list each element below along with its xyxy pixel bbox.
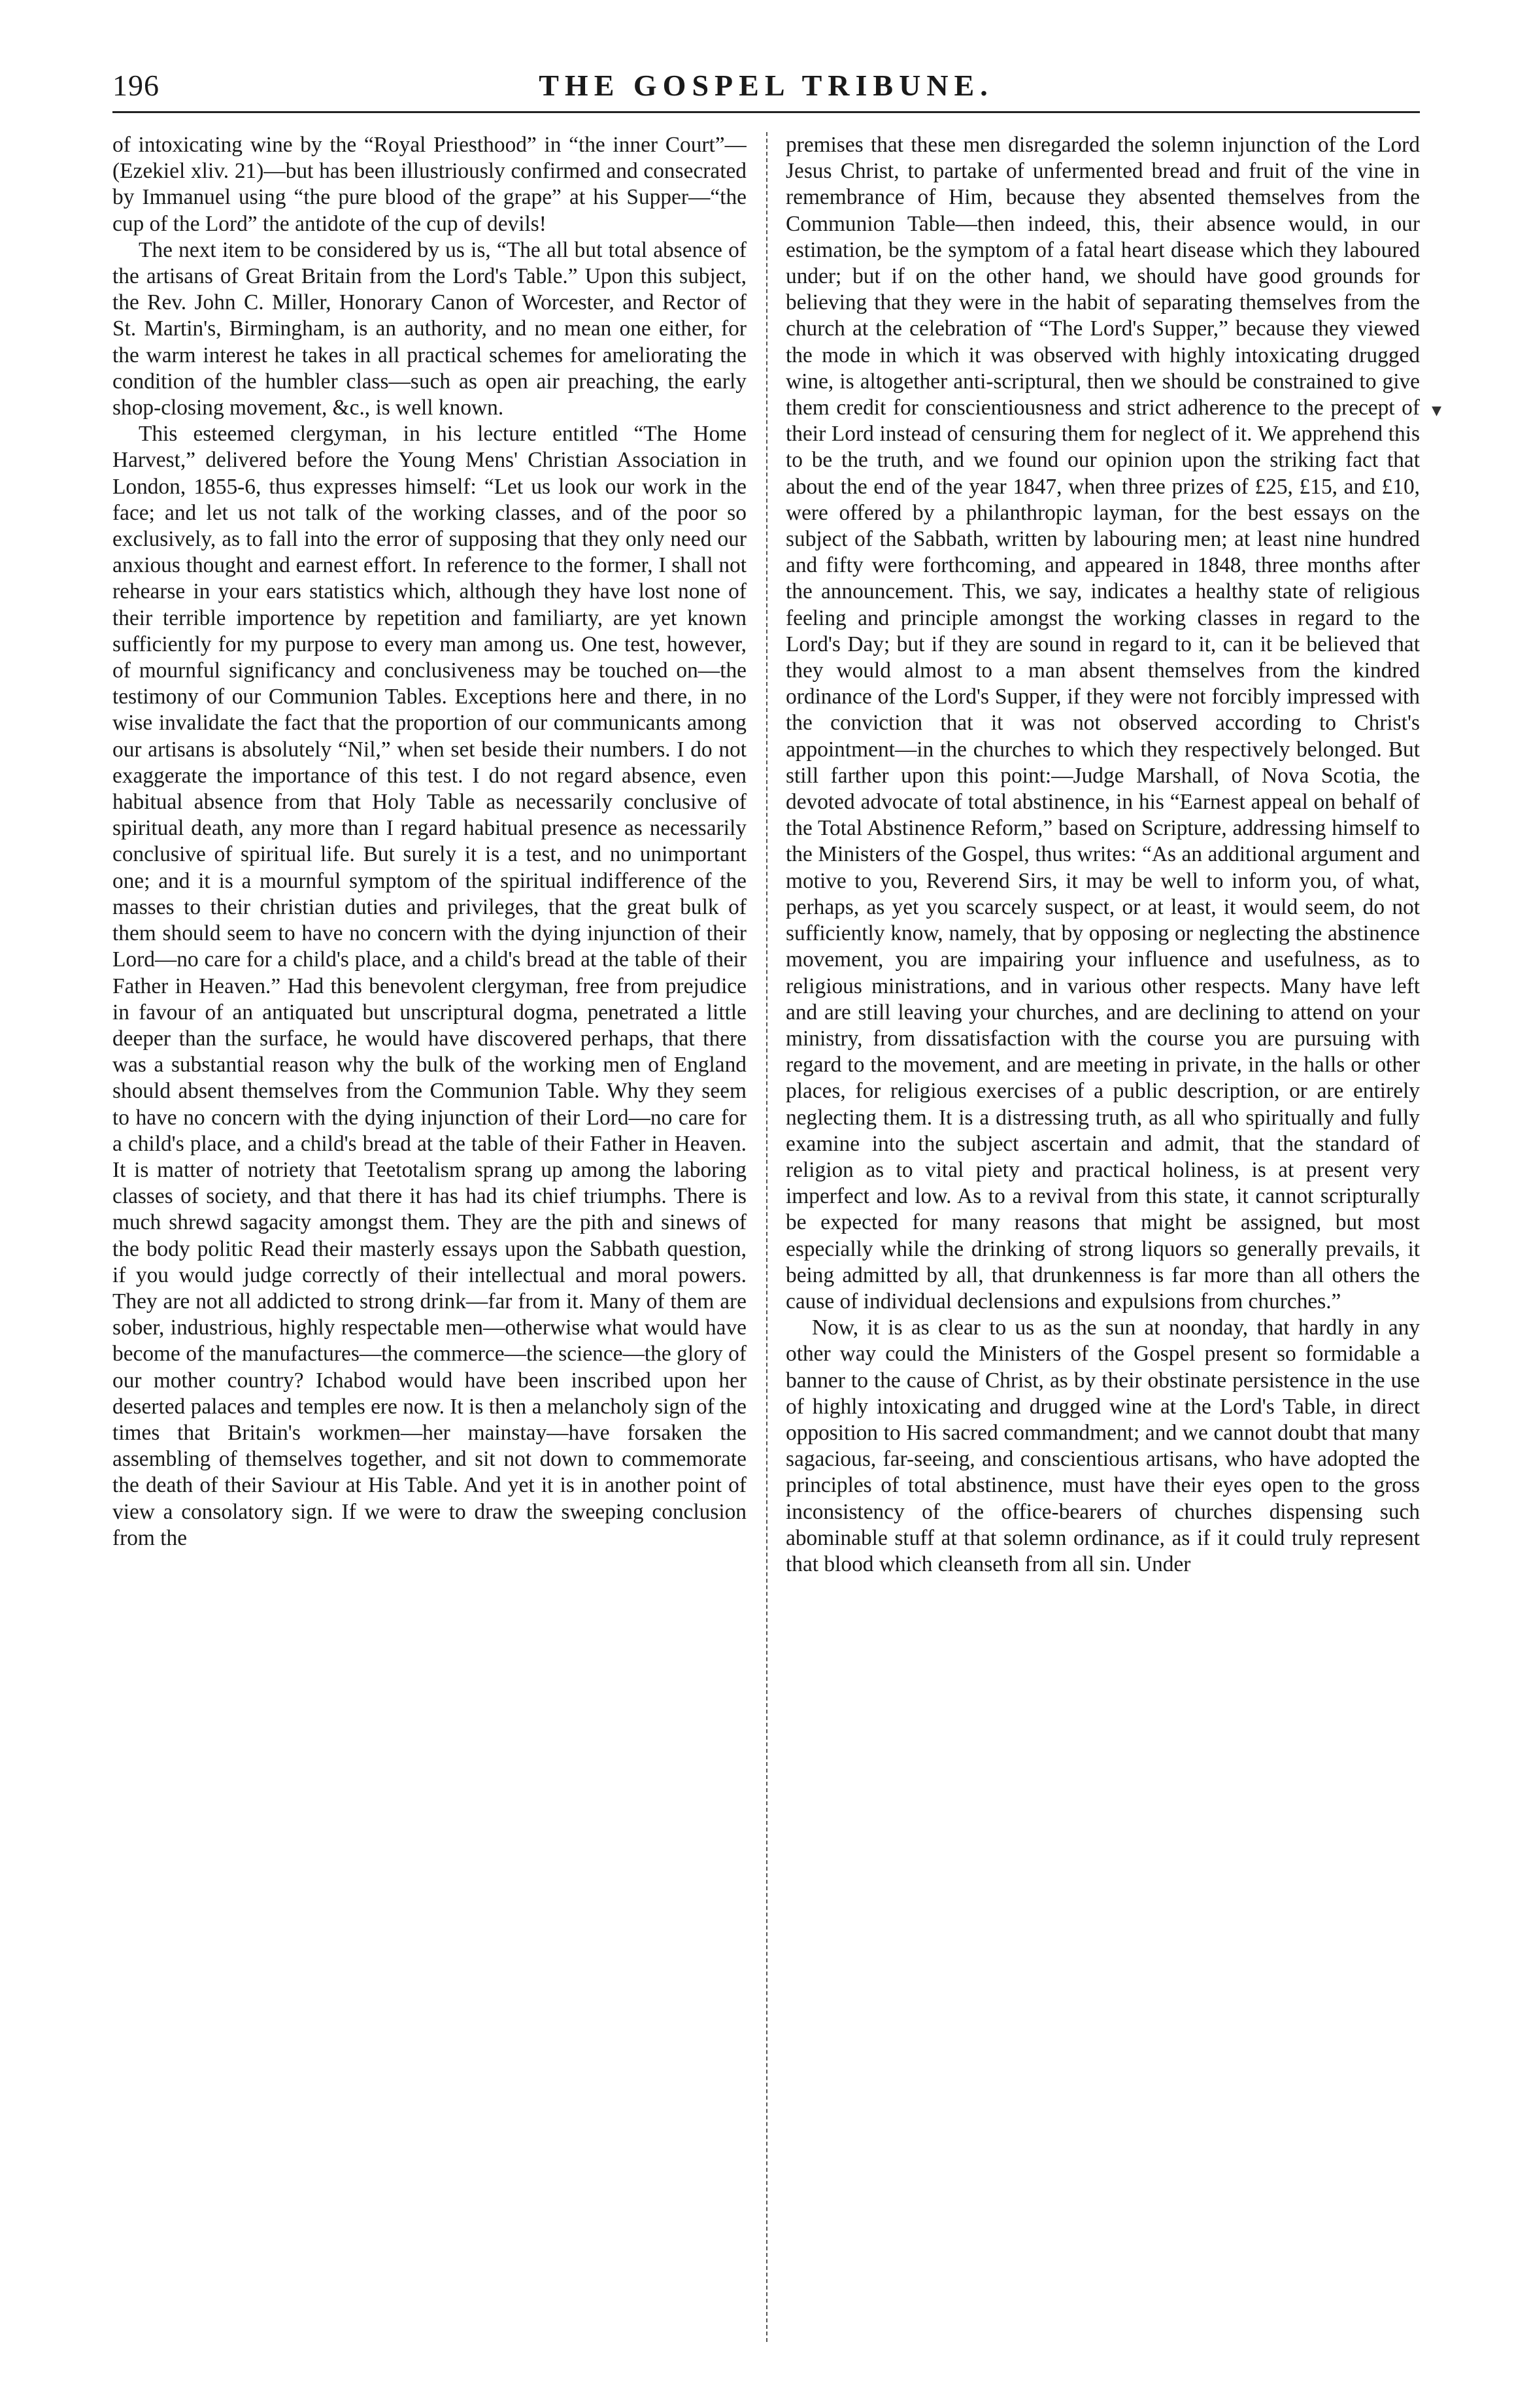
left-column xyxy=(112,132,747,2342)
right-paragraph-2: Now, it is as clear to us as the sun at noonday, that hardly in any other way could the Ministers of the Gospel present so formidable a banner to the cause of Christ, as by their obstinate persistence in the use of highly intoxicating and drugged wine at the Lord's Table, in direct opposition to His sacred commandment; and we cannot doubt that many sagacious, far-seeing, and conscientious artisans, who have adopted the principles of total abstinence, must have their eyes open to the gross inconsistency of the office-bearers of churches dispensing such abominable stuff at that solemn ordinance, as if it could truly represent that blood which cleanseth from all sin. Under xyxy=(786,1315,1420,1576)
running-head xyxy=(112,65,1420,113)
right-column xyxy=(786,132,1420,2342)
page-number: 196 xyxy=(112,69,160,102)
left-paragraph-2: The next item to be considered by us is, “The all but total absence of the artisans of Great Britain from the Lord's Table.” Upon this subject, the Rev. John C. Miller, Honorary Canon of Worcester, and Rector of St. Martin's, Birmingham, is an authority, and no mean one either, for the warm interest he takes in all practical schemes for ameliorating the condition of the humbler class—such as open air preaching, the early shop-closing movement, &c., is well known. xyxy=(112,237,747,420)
column-divider xyxy=(766,132,767,2342)
text-columns xyxy=(112,132,1420,2342)
journal-page xyxy=(112,65,1420,2367)
left-paragraph-3: This esteemed clergyman, in his lecture entitled “The Home Harvest,” delivered before the Young Mens' Christian Association in London, 1855-6, thus expresses himself: “Let us look our work in the face; and let us not talk of the working classes, and of the poor so exclusively, as to fall into the error of supposing that they only need our anxious thought and earnest effort. In reference to the former, I shall not rehearse in your ears statistics which, although they have lost none of their terrible importence by repetition and familiarty, are yet known sufficiently for my purpose to every man among us. One test, however, of mournful significancy and conclusiveness may be touched on—the testimony of our Communion Tables. Exceptions here and there, in no wise invalidate the fact that the proportion of our communicants among our artisans is absolutely “Nil,” when set beside their numbers. I do not exaggerate the importance of this test. I do not regard absence, even habitual absence from that Holy Table as necessarily conclusive of spiritual death, any more than I regard habitual presence as necessarily conclusive of spiritual life. But surely it is a test, and no unimportant one; and it is a mournful symptom of the spiritual indifference of the masses to their christian duties and privileges, that the great bulk of them should seem to have no concern with the dying injunction of their Lord—no care for a child's place, and a child's bread at the table of their Father in Heaven.” Had this benevolent clergyman, free from prejudice in favour of an antiquated but unscriptural dogma, penetrated a little deeper than the surface, he would have discovered perhaps, that there was a substantial reason why the bulk of the working men of England should absent themselves from the Communion Table. Why they seem to have no concern with the dying injunction of their Lord—no care for a child's place, and a child's bread at the table of their Father in Heaven. It is matter of notriety that Teetotalism sprang up among the laboring classes of society, and that there it has had its chief triumphs. There is much shrewd sagacity amongst them. They are the pith and sinews of the body politic Read their masterly essays upon the Sabbath question, if you would judge correctly of their intellectual and moral powers. They are not all addicted to strong drink—far from it. Many of them are sober, industrious, highly respectable men—otherwise what would have become of the manufactures—the commerce—the science—the glory of our mother country? Ichabod would have been inscribed upon her deserted palaces and temples ere now. It is then a melancholy sign of the times that Britain's workmen—her mainstay—have forsaken the assembling of themselves together, and sit not down to commemorate the death of their Saviour at His Table. And yet it is in another point of view a consolatory sign. If we were to draw the sweeping conclusion from the xyxy=(112,422,747,1550)
left-paragraph-1: of intoxicating wine by the “Royal Priesthood” in “the inner Court”—(Ezekiel xliv. 21)—but has been illustriously confirmed and consecrated by Immanuel using “the pure blood of the grape” at his Supper—“the cup of the Lord” the antidote of the cup of devils! xyxy=(112,133,747,236)
journal-title: THE GOSPEL TRIBUNE. xyxy=(539,69,994,102)
margin-arrow-mark: ▾ xyxy=(1432,399,1442,421)
right-paragraph-1: premises that these men disregarded the solemn injunction of the Lord Jesus Christ, to partake of unfermented bread and fruit of the vine in remembrance of Him, because they absented themselves from the Communion Table—then indeed, this, their absence would, in our estimation, be the symptom of a fatal heart disease which they laboured under; but if on the other hand, we should have good grounds for believing that they were in the habit of separating themselves from the church at the celebration of “The Lord's Supper,” because they viewed the mode in which it was observed with highly intoxicating drugged wine, is altogether anti-scriptural, then we should be constrained to give them credit for conscientiousness and strict adherence to the precept of their Lord instead of censuring them for neglect of it. We apprehend this to be the truth, and we found our opinion upon the striking fact that about the end of the year 1847, when three prizes of £25, £15, and £10, were offered by a philanthropic layman, for the best essays on the subject of the Sabbath, written by labouring men; at least nine hundred and fifty were forthcoming, and appeared in 1848, three months after the announcement. This, we say, indicates a healthy state of religious feeling and principle amongst the working classes in regard to the Lord's Day; but if they are sound in regard to it, can it be believed that they would almost to a man absent themselves from the kindred ordinance of the Lord's Supper, if they were not forcibly impressed with the conviction that it was not observed according to Christ's appointment—in the churches to which they respectively belonged. But still farther upon this point:—Judge Marshall, of Nova Scotia, the devoted advocate of total abstinence, in his “Earnest appeal on behalf of the Total Abstinence Reform,” based on Scripture, addressing himself to the Ministers of the Gospel, thus writes: “As an additional argument and motive to you, Reverend Sirs, it may be well to inform you, of what, perhaps, as yet you scarcely suspect, or at least, it would seem, do not sufficiently know, namely, that by opposing or neglecting the abstinence movement, you are impairing your influence and usefulness, as to religious ministrations, and in various other respects. Many have left and are still leaving your churches, and are declining to attend on your ministry, from dissatisfaction with the course you are pursuing with regard to the movement, and are meeting in private, in the halls or other places, for religious exercises of a public description, or are entirely neglecting them. It is a distressing truth, as all who spiritually and fully examine into the subject ascertain and admit, that the standard of religion as to vital piety and practical holiness, is at present very imperfect and low. As to a revival from this state, it cannot scripturally be expected for many reasons that might be assigned, but most especially while the drinking of strong liquors so generally prevails, it being admitted by all, that drunkenness is far more than all others the cause of individual declensions and expulsions from churches.” xyxy=(786,133,1420,1314)
